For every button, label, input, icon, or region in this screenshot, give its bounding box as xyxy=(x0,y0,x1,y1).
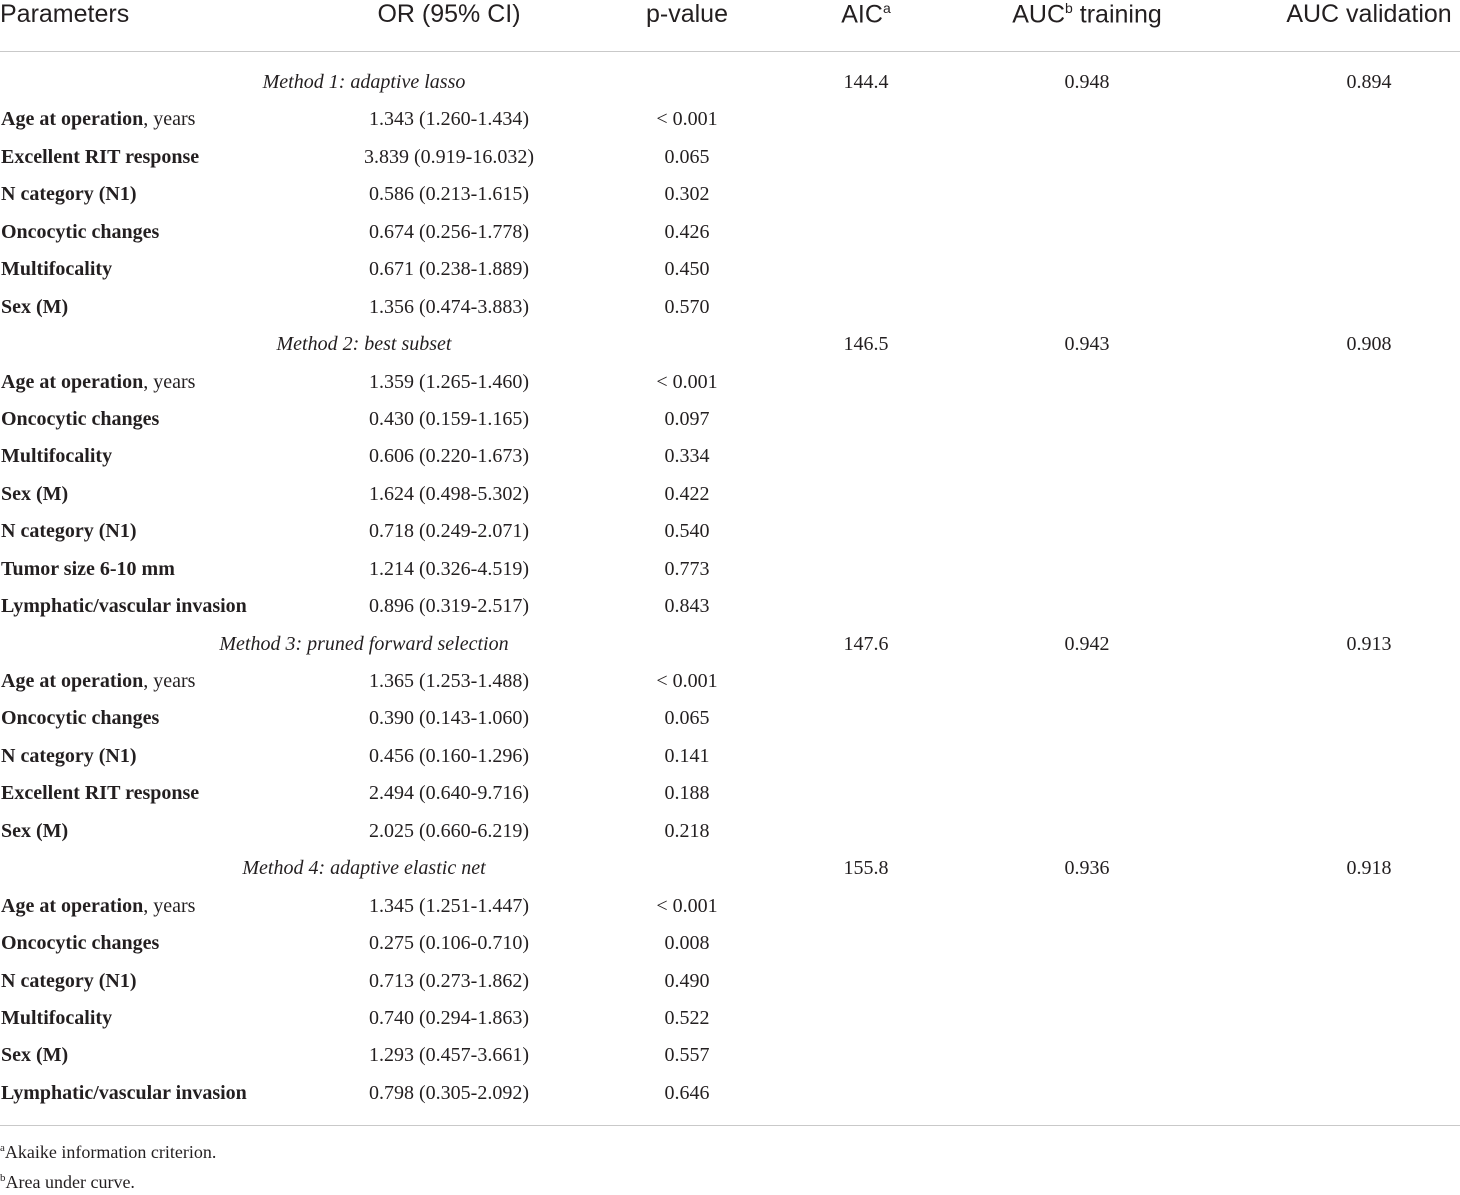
table-row xyxy=(0,1075,1460,1112)
parameter-name: Oncocytic changes xyxy=(1,707,160,730)
parameter-cell xyxy=(1,214,159,251)
header-p-value: p-value xyxy=(646,0,728,28)
p-value-cell: 0.008 xyxy=(664,932,710,955)
parameter-cell xyxy=(1,700,159,737)
odds-ratio-cell: 1.365 (1.253-1.488) xyxy=(369,670,529,692)
auc-validation-value: 0.918 xyxy=(1346,857,1392,880)
odds-ratio-cell: 2.494 (0.640-9.716) xyxy=(369,782,529,805)
odds-ratio-cell: 1.345 (1.251-1.447) xyxy=(369,894,529,917)
parameter-cell xyxy=(1,1075,247,1112)
table-row xyxy=(0,1000,1460,1037)
parameter-cell xyxy=(1,364,195,401)
p-value-cell: 0.646 xyxy=(664,1081,710,1104)
parameter-cell xyxy=(1,1037,68,1074)
odds-ratio-cell: 0.896 (0.319-2.517) xyxy=(369,595,529,618)
method-title: Method 3: pruned forward selection xyxy=(219,632,509,655)
parameter-cell xyxy=(1,139,199,176)
parameter-unit: , years xyxy=(143,370,196,393)
header-aic-label: AIC xyxy=(841,0,883,29)
footnote-b-mark: b xyxy=(0,1172,6,1184)
aic-value: 146.5 xyxy=(843,333,889,356)
odds-ratio-cell: 1.359 (1.265-1.460) xyxy=(369,370,529,393)
parameter-name: Oncocytic changes xyxy=(1,407,160,430)
parameter-cell xyxy=(1,101,195,138)
parameter-cell xyxy=(1,551,175,588)
table-row xyxy=(0,551,1460,588)
table-row xyxy=(0,251,1460,288)
auc-training-value: 0.936 xyxy=(1064,857,1110,880)
parameter-cell xyxy=(1,738,137,775)
method-row xyxy=(0,850,1460,887)
table-row xyxy=(0,364,1460,401)
parameter-name: Tumor size 6-10 mm xyxy=(1,557,175,580)
parameter-name: Sex (M) xyxy=(1,1044,69,1067)
header-auc-footnote-mark: b xyxy=(1065,0,1073,16)
header-auc-training xyxy=(1012,0,1162,29)
p-value-cell: 0.141 xyxy=(664,744,710,767)
parameter-cell xyxy=(1,251,112,288)
odds-ratio-cell: 1.356 (0.474-3.883) xyxy=(369,295,529,318)
auc-validation-value: 0.894 xyxy=(1346,71,1392,93)
table-row xyxy=(0,438,1460,475)
p-value-cell: 0.065 xyxy=(664,145,710,168)
odds-ratio-cell: 0.456 (0.160-1.296) xyxy=(369,744,529,767)
odds-ratio-cell: 0.798 (0.305-2.092) xyxy=(369,1081,529,1104)
method-row xyxy=(0,326,1460,363)
table-row xyxy=(0,289,1460,326)
p-value-cell: 0.522 xyxy=(664,1006,710,1029)
p-value-cell: 0.490 xyxy=(664,969,710,992)
aic-value: 147.6 xyxy=(843,632,889,655)
header-aic-footnote-mark: a xyxy=(882,0,891,16)
parameter-name: Excellent RIT response xyxy=(1,782,200,805)
parameter-cell xyxy=(1,588,247,625)
table-row xyxy=(0,588,1460,625)
odds-ratio-cell: 1.214 (0.326-4.519) xyxy=(369,557,529,580)
parameter-name: Sex (M) xyxy=(1,295,69,318)
parameter-cell xyxy=(1,925,159,962)
table-row xyxy=(0,139,1460,176)
p-value-cell: 0.450 xyxy=(664,258,710,281)
p-value-cell: 0.843 xyxy=(664,595,710,618)
aic-value: 144.4 xyxy=(843,71,889,93)
parameter-name: Multifocality xyxy=(1,258,113,281)
p-value-cell: < 0.001 xyxy=(656,108,718,131)
table-row xyxy=(0,888,1460,925)
p-value-cell: 0.540 xyxy=(664,520,710,543)
p-value-cell: < 0.001 xyxy=(656,370,718,393)
p-value-cell: 0.065 xyxy=(664,707,710,730)
table-row xyxy=(0,214,1460,251)
table-row xyxy=(0,1037,1460,1074)
odds-ratio-cell: 0.718 (0.249-2.071) xyxy=(369,520,529,543)
header-auc-training-label-b: training xyxy=(1072,0,1162,29)
method-title: Method 1: adaptive lasso xyxy=(262,71,466,93)
table-row xyxy=(0,738,1460,775)
table-header xyxy=(0,0,1460,34)
footnote-b-text: Area under curve. xyxy=(5,1172,135,1192)
odds-ratio-cell: 0.740 (0.294-1.863) xyxy=(369,1006,529,1029)
parameter-cell xyxy=(1,438,112,475)
auc-training-value: 0.942 xyxy=(1064,632,1110,655)
p-value-cell: 0.218 xyxy=(664,819,710,842)
odds-ratio-cell: 3.839 (0.919-16.032) xyxy=(364,145,534,168)
footnote-a xyxy=(0,1135,216,1165)
parameter-name: N category (N1) xyxy=(1,183,137,206)
parameter-cell xyxy=(1,813,68,850)
table-row xyxy=(0,775,1460,812)
auc-validation-value: 0.908 xyxy=(1346,333,1392,356)
header-aic xyxy=(841,0,890,29)
aic-value: 155.8 xyxy=(843,857,889,880)
parameter-name: Age at operation xyxy=(1,370,144,393)
footnote-b xyxy=(0,1165,216,1195)
odds-ratio-cell: 1.624 (0.498-5.302) xyxy=(369,482,529,505)
method-title: Method 4: adaptive elastic net xyxy=(242,857,486,880)
p-value-cell: 0.426 xyxy=(664,220,710,243)
table-row xyxy=(0,663,1460,700)
auc-validation-value: 0.913 xyxy=(1346,632,1392,655)
footnote-a-mark: a xyxy=(0,1142,5,1154)
footnotes xyxy=(0,1135,216,1195)
odds-ratio-cell: 0.390 (0.143-1.060) xyxy=(369,707,529,730)
parameter-name: Lymphatic/vascular invasion xyxy=(1,595,247,618)
odds-ratio-cell: 0.713 (0.273-1.862) xyxy=(369,969,529,992)
parameter-cell xyxy=(1,663,195,700)
parameter-unit: , years xyxy=(143,894,196,917)
odds-ratio-cell: 0.586 (0.213-1.615) xyxy=(369,183,529,206)
parameter-cell xyxy=(1,888,195,925)
header-parameters: Parameters xyxy=(0,0,130,28)
odds-ratio-cell: 1.343 (1.260-1.434) xyxy=(369,108,529,131)
parameter-cell xyxy=(1,401,159,438)
parameter-unit: , years xyxy=(143,670,196,692)
parameter-name: Age at operation xyxy=(1,670,144,692)
table-bottom-divider xyxy=(0,1125,1460,1126)
parameter-cell xyxy=(1,1000,112,1037)
table-row xyxy=(0,963,1460,1000)
table-row xyxy=(0,513,1460,550)
parameter-name: Sex (M) xyxy=(1,482,69,505)
p-value-cell: < 0.001 xyxy=(656,894,718,917)
parameter-name: Sex (M) xyxy=(1,819,69,842)
parameter-cell xyxy=(1,513,137,550)
parameter-cell xyxy=(1,176,137,213)
header-auc-training-label-a: AUC xyxy=(1012,0,1066,29)
table-row xyxy=(0,176,1460,213)
odds-ratio-cell: 0.606 (0.220-1.673) xyxy=(369,445,529,468)
parameter-name: N category (N1) xyxy=(1,969,137,992)
footnote-a-text: Akaike information criterion. xyxy=(4,1142,217,1162)
odds-ratio-cell: 0.671 (0.238-1.889) xyxy=(369,258,529,281)
p-value-cell: 0.570 xyxy=(664,295,710,318)
odds-ratio-cell: 0.275 (0.106-0.710) xyxy=(369,932,529,955)
p-value-cell: 0.302 xyxy=(664,183,710,206)
parameter-name: Excellent RIT response xyxy=(1,145,200,168)
method-row xyxy=(0,64,1460,101)
parameter-cell xyxy=(1,775,199,812)
table-row xyxy=(0,700,1460,737)
header-divider xyxy=(0,51,1460,52)
parameter-name: Multifocality xyxy=(1,1006,113,1029)
parameter-name: Lymphatic/vascular invasion xyxy=(1,1081,247,1104)
odds-ratio-cell: 2.025 (0.660-6.219) xyxy=(369,819,529,842)
parameter-cell xyxy=(1,963,137,1000)
header-or-ci: OR (95% CI) xyxy=(377,0,521,28)
p-value-cell: 0.773 xyxy=(664,557,710,580)
table-row xyxy=(0,813,1460,850)
table-row xyxy=(0,925,1460,962)
odds-ratio-cell: 1.293 (0.457-3.661) xyxy=(369,1044,529,1067)
p-value-cell: 0.188 xyxy=(664,782,710,805)
parameter-unit: , years xyxy=(143,108,196,131)
auc-training-value: 0.948 xyxy=(1064,71,1110,93)
p-value-cell: < 0.001 xyxy=(656,670,718,692)
parameter-cell xyxy=(1,289,68,326)
header-auc-validation: AUC validation xyxy=(1286,0,1452,28)
p-value-cell: 0.097 xyxy=(664,407,710,430)
p-value-cell: 0.334 xyxy=(664,445,710,468)
p-value-cell: 0.557 xyxy=(664,1044,710,1067)
method-title: Method 2: best subset xyxy=(276,333,452,356)
parameter-name: N category (N1) xyxy=(1,744,137,767)
odds-ratio-cell: 0.430 (0.159-1.165) xyxy=(369,407,529,430)
method-row xyxy=(0,626,1460,663)
auc-training-value: 0.943 xyxy=(1064,333,1110,356)
parameter-cell xyxy=(1,476,68,513)
table-row xyxy=(0,476,1460,513)
odds-ratio-cell: 0.674 (0.256-1.778) xyxy=(369,220,529,243)
parameter-name: Oncocytic changes xyxy=(1,932,160,955)
parameter-name: Age at operation xyxy=(1,108,144,131)
parameter-name: N category (N1) xyxy=(1,520,137,543)
table-body xyxy=(0,64,1460,1112)
parameter-name: Multifocality xyxy=(1,445,113,468)
table-row xyxy=(0,401,1460,438)
parameter-name: Age at operation xyxy=(1,894,144,917)
p-value-cell: 0.422 xyxy=(664,482,710,505)
parameter-name: Oncocytic changes xyxy=(1,220,160,243)
table-row xyxy=(0,101,1460,138)
